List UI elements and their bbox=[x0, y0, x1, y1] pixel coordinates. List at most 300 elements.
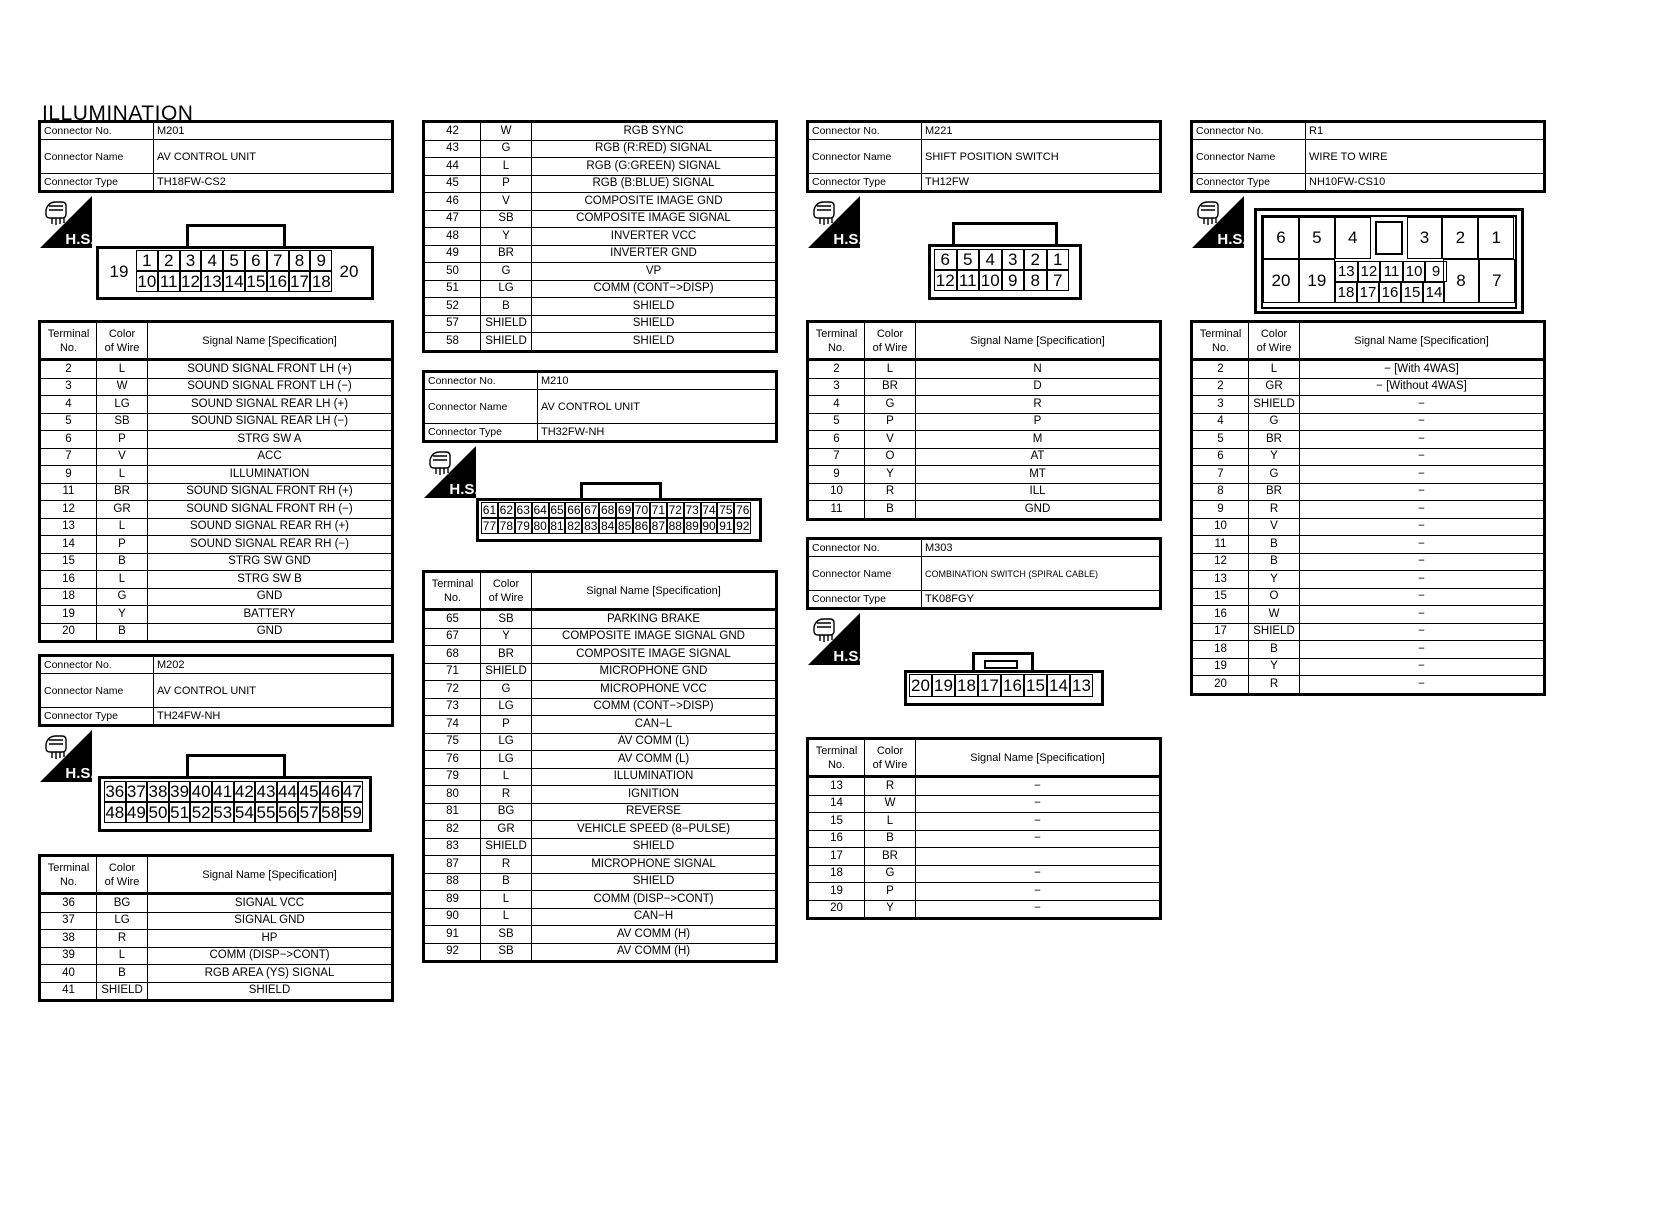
signal-name-cell: SOUND SIGNAL FRONT LH (−) bbox=[148, 378, 393, 396]
signal-name-cell: − bbox=[1300, 413, 1545, 431]
terminal-no-cell: 71 bbox=[424, 663, 481, 681]
terminal-no-cell: 13 bbox=[40, 518, 97, 536]
terminal-no-cell: 19 bbox=[40, 606, 97, 624]
wire-color-cell: W bbox=[865, 795, 916, 813]
table-row bbox=[424, 333, 777, 352]
table-row bbox=[424, 891, 777, 909]
signal-name-cell: SOUND SIGNAL REAR RH (+) bbox=[148, 518, 393, 536]
pin-row-bottom-left bbox=[1263, 259, 1335, 303]
connector-type-value: TH24FW-NH bbox=[154, 708, 393, 726]
terminal-no-cell: 48 bbox=[424, 228, 481, 246]
signal-name-cell: COMM (CONT−>DISP) bbox=[532, 698, 777, 716]
terminal-no-cell: 3 bbox=[808, 378, 865, 396]
pin-12: 12 bbox=[181, 271, 200, 291]
table-row bbox=[808, 501, 1161, 520]
wire-color-cell: P bbox=[97, 431, 148, 449]
pin-72: 72 bbox=[668, 503, 682, 517]
pin-80: 80 bbox=[533, 519, 547, 533]
signal-name-cell: − bbox=[916, 813, 1161, 831]
signal-name-cell: SHIELD bbox=[532, 873, 777, 891]
table-row bbox=[1192, 623, 1545, 641]
terminal-no-cell: 41 bbox=[40, 982, 97, 1001]
terminal-no-header: Terminal No. bbox=[808, 322, 865, 360]
signal-name-header: Signal Name [Specification] bbox=[148, 856, 393, 894]
pin-row-bottom bbox=[104, 802, 363, 823]
wire-color-cell: L bbox=[97, 360, 148, 379]
terminal-no-cell: 15 bbox=[40, 553, 97, 571]
wire-color-cell: LG bbox=[481, 698, 532, 716]
wire-color-cell: BG bbox=[97, 894, 148, 913]
terminal-no-cell: 82 bbox=[424, 821, 481, 839]
signal-name-cell: − bbox=[1300, 518, 1545, 536]
terminal-no-cell: 4 bbox=[1192, 413, 1249, 431]
signal-name-cell: − bbox=[1300, 571, 1545, 589]
signal-name-header: Signal Name [Specification] bbox=[916, 322, 1161, 360]
connector-info-m201 bbox=[38, 120, 394, 193]
table-row bbox=[808, 900, 1161, 919]
table-row bbox=[1192, 518, 1545, 536]
wire-color-cell: SHIELD bbox=[481, 315, 532, 333]
table-row bbox=[40, 518, 393, 536]
table-row bbox=[40, 965, 393, 983]
table-row bbox=[40, 431, 393, 449]
table-row bbox=[40, 894, 393, 913]
pin-16: 16 bbox=[1379, 282, 1401, 303]
terminal-no-cell: 47 bbox=[424, 210, 481, 228]
table-row bbox=[1192, 641, 1545, 659]
connector-no-label: Connector No. bbox=[808, 539, 922, 557]
signal-name-cell: CAN−H bbox=[532, 908, 777, 926]
table-row bbox=[424, 122, 777, 141]
wire-color-cell: Y bbox=[481, 228, 532, 246]
signal-name-cell: RGB (R:RED) SIGNAL bbox=[532, 140, 777, 158]
pin-1: 1 bbox=[1047, 249, 1070, 270]
wire-color-cell: SB bbox=[481, 210, 532, 228]
table-row bbox=[424, 786, 777, 804]
pin-13: 13 bbox=[202, 271, 222, 291]
pin-row-top bbox=[136, 250, 332, 271]
signal-table-m210 bbox=[422, 570, 778, 963]
pin-19: 19 bbox=[932, 674, 955, 697]
wire-color-cell: L bbox=[865, 360, 916, 379]
wire-color-cell: W bbox=[97, 378, 148, 396]
terminal-no-cell: 12 bbox=[1192, 553, 1249, 571]
table-row bbox=[808, 448, 1161, 466]
table-row bbox=[808, 431, 1161, 449]
pin-17: 17 bbox=[1357, 282, 1379, 303]
pin-15: 15 bbox=[1024, 674, 1047, 697]
signal-name-header: Signal Name [Specification] bbox=[916, 739, 1161, 777]
signal-name-cell: SHIELD bbox=[532, 298, 777, 316]
pin-46: 46 bbox=[321, 781, 341, 801]
hs-label: H.S. bbox=[65, 765, 92, 782]
table-row bbox=[40, 536, 393, 554]
signal-name-cell: SIGNAL GND bbox=[148, 912, 393, 930]
wire-color-cell: V bbox=[865, 431, 916, 449]
pin-85: 85 bbox=[617, 519, 632, 533]
pin-row-middle-bottom bbox=[1335, 282, 1445, 303]
wire-color-cell: L bbox=[97, 466, 148, 484]
terminal-no-cell: 9 bbox=[808, 466, 865, 484]
terminal-no-header: Terminal No. bbox=[424, 572, 481, 610]
wire-color-cell: SB bbox=[481, 610, 532, 629]
terminal-no-cell: 15 bbox=[1192, 588, 1249, 606]
connector-no-value: M201 bbox=[154, 122, 393, 140]
wire-color-cell: BR bbox=[481, 245, 532, 263]
color-of-wire-header: Color of Wire bbox=[97, 322, 148, 360]
terminal-no-cell: 58 bbox=[424, 333, 481, 352]
pin-17: 17 bbox=[290, 271, 309, 291]
pin-54: 54 bbox=[234, 802, 254, 822]
harness-side-icon bbox=[808, 196, 860, 248]
pin-36: 36 bbox=[105, 781, 125, 801]
signal-table-r1 bbox=[1190, 320, 1546, 696]
table-row bbox=[1192, 676, 1545, 695]
signal-name-cell: − bbox=[1300, 483, 1545, 501]
table-row bbox=[424, 751, 777, 769]
terminal-no-cell: 3 bbox=[40, 378, 97, 396]
signal-name-cell: STRG SW A bbox=[148, 431, 393, 449]
latch-window bbox=[984, 660, 1018, 669]
pin-68: 68 bbox=[601, 503, 615, 517]
wire-color-cell: B bbox=[481, 873, 532, 891]
terminal-no-cell: 2 bbox=[40, 360, 97, 379]
pin-13: 13 bbox=[1070, 674, 1093, 697]
table-row bbox=[1192, 483, 1545, 501]
pin-47: 47 bbox=[342, 781, 362, 801]
table-row bbox=[808, 378, 1161, 396]
terminal-no-cell: 89 bbox=[424, 891, 481, 909]
table-row bbox=[40, 501, 393, 519]
terminal-no-cell: 11 bbox=[1192, 536, 1249, 554]
pin-42: 42 bbox=[234, 781, 254, 801]
table-row bbox=[808, 483, 1161, 501]
signal-name-cell: − bbox=[916, 777, 1161, 796]
signal-name-cell: − bbox=[1300, 536, 1545, 554]
wire-color-cell: P bbox=[865, 413, 916, 431]
terminal-no-cell: 18 bbox=[1192, 641, 1249, 659]
terminal-no-cell: 7 bbox=[40, 448, 97, 466]
color-of-wire-header: Color of Wire bbox=[481, 572, 532, 610]
pin-8: 8 bbox=[1024, 270, 1047, 291]
terminal-no-cell: 67 bbox=[424, 628, 481, 646]
pin-4: 4 bbox=[1335, 217, 1371, 259]
terminal-no-cell: 88 bbox=[424, 873, 481, 891]
connector-type-label: Connector Type bbox=[808, 591, 922, 609]
pin-19: 19 bbox=[109, 262, 129, 281]
wire-color-cell: BR bbox=[97, 483, 148, 501]
table-row bbox=[424, 175, 777, 193]
signal-name-cell: SOUND SIGNAL FRONT LH (+) bbox=[148, 360, 393, 379]
wire-color-cell: G bbox=[865, 865, 916, 883]
pin-row-top bbox=[104, 781, 363, 802]
pin-49: 49 bbox=[126, 802, 146, 822]
pin-39: 39 bbox=[170, 781, 190, 801]
signal-name-cell: MICROPHONE SIGNAL bbox=[532, 856, 777, 874]
pin-5: 5 bbox=[1299, 217, 1335, 259]
signal-name-cell: STRG SW GND bbox=[148, 553, 393, 571]
signal-name-header: Signal Name [Specification] bbox=[148, 322, 393, 360]
connector-no-label: Connector No. bbox=[40, 656, 154, 674]
wire-color-cell: G bbox=[97, 588, 148, 606]
terminal-no-cell: 75 bbox=[424, 733, 481, 751]
signal-name-cell: RGB AREA (YS) SIGNAL bbox=[148, 965, 393, 983]
table-row bbox=[1192, 466, 1545, 484]
pin-66: 66 bbox=[567, 503, 581, 517]
pin-45: 45 bbox=[299, 781, 319, 801]
table-row bbox=[424, 681, 777, 699]
table-row bbox=[40, 483, 393, 501]
terminal-no-cell: 68 bbox=[424, 646, 481, 664]
signal-name-cell: − bbox=[1300, 588, 1545, 606]
pin-18: 18 bbox=[311, 271, 331, 291]
pin-row-bottom bbox=[136, 271, 332, 292]
table-row bbox=[424, 245, 777, 263]
wire-color-cell: P bbox=[865, 883, 916, 901]
wire-color-cell: BR bbox=[865, 378, 916, 396]
terminal-no-cell: 37 bbox=[40, 912, 97, 930]
terminal-no-cell: 81 bbox=[424, 803, 481, 821]
pin-73: 73 bbox=[685, 503, 699, 517]
table-row bbox=[424, 768, 777, 786]
pin-16: 16 bbox=[268, 271, 288, 291]
terminal-no-cell: 12 bbox=[40, 501, 97, 519]
terminal-no-cell: 14 bbox=[40, 536, 97, 554]
terminal-no-cell: 76 bbox=[424, 751, 481, 769]
pin-12: 12 bbox=[1358, 261, 1381, 282]
pin-5: 5 bbox=[223, 250, 245, 271]
signal-name-cell: D bbox=[916, 378, 1161, 396]
table-row bbox=[424, 610, 777, 629]
table-row bbox=[808, 396, 1161, 414]
table-row bbox=[1192, 396, 1545, 414]
table-row bbox=[1192, 501, 1545, 519]
color-of-wire-header: Color of Wire bbox=[865, 739, 916, 777]
signal-name-cell: − bbox=[916, 900, 1161, 919]
wire-color-cell: BR bbox=[865, 848, 916, 866]
signal-name-cell: STRG SW B bbox=[148, 571, 393, 589]
signal-name-cell: AV COMM (L) bbox=[532, 751, 777, 769]
signal-name-cell: SIGNAL VCC bbox=[148, 894, 393, 913]
pin-5: 5 bbox=[957, 249, 980, 270]
pin-44: 44 bbox=[278, 781, 297, 801]
signal-name-cell: CAN−L bbox=[532, 716, 777, 734]
connector-name-value: AV CONTROL UNIT bbox=[154, 674, 393, 708]
table-row bbox=[808, 865, 1161, 883]
terminal-no-cell: 5 bbox=[808, 413, 865, 431]
signal-name-cell: GND bbox=[916, 501, 1161, 520]
terminal-no-cell: 19 bbox=[808, 883, 865, 901]
signal-name-cell: − bbox=[1300, 448, 1545, 466]
wire-color-cell: P bbox=[481, 175, 532, 193]
connector-name-value: AV CONTROL UNIT bbox=[538, 390, 777, 424]
pin-88: 88 bbox=[668, 519, 682, 533]
table-row bbox=[424, 315, 777, 333]
pin-1: 1 bbox=[136, 250, 158, 271]
signal-name-header: Signal Name [Specification] bbox=[1300, 322, 1545, 360]
pin-67: 67 bbox=[584, 503, 598, 517]
signal-name-cell: HP bbox=[148, 930, 393, 948]
pin-78: 78 bbox=[499, 519, 514, 533]
connector-name-label: Connector Name bbox=[808, 140, 922, 174]
signal-name-cell: − bbox=[1300, 641, 1545, 659]
table-row bbox=[40, 623, 393, 642]
terminal-no-cell: 73 bbox=[424, 698, 481, 716]
table-row bbox=[40, 571, 393, 589]
signal-name-cell: COMM (CONT−>DISP) bbox=[532, 280, 777, 298]
terminal-no-cell: 7 bbox=[1192, 466, 1249, 484]
wire-color-cell: L bbox=[481, 768, 532, 786]
wire-color-cell: BR bbox=[1249, 431, 1300, 449]
pin-65: 65 bbox=[550, 503, 564, 517]
connector-type-label: Connector Type bbox=[1192, 174, 1306, 192]
pin-2: 2 bbox=[1442, 217, 1478, 259]
pin-row-bottom bbox=[481, 518, 751, 534]
pin-14: 14 bbox=[1047, 674, 1070, 697]
wire-color-cell: SHIELD bbox=[481, 333, 532, 352]
terminal-no-cell: 4 bbox=[40, 396, 97, 414]
signal-table-m303 bbox=[806, 737, 1162, 920]
wire-color-cell: B bbox=[865, 830, 916, 848]
connector-no-label: Connector No. bbox=[1192, 122, 1306, 140]
terminal-no-cell: 9 bbox=[40, 466, 97, 484]
wire-color-cell: L bbox=[97, 571, 148, 589]
signal-name-cell: COMM (DISP−>CONT) bbox=[148, 947, 393, 965]
pin-87: 87 bbox=[651, 519, 666, 533]
wire-color-cell: W bbox=[481, 122, 532, 141]
signal-name-cell: BATTERY bbox=[148, 606, 393, 624]
wire-color-cell: LG bbox=[97, 912, 148, 930]
signal-name-cell: MICROPHONE VCC bbox=[532, 681, 777, 699]
pin-7: 7 bbox=[1047, 270, 1070, 291]
pin-4: 4 bbox=[201, 250, 223, 271]
terminal-no-cell: 39 bbox=[40, 947, 97, 965]
table-row bbox=[40, 378, 393, 396]
pin-10: 10 bbox=[1403, 261, 1426, 282]
terminal-no-cell: 83 bbox=[424, 838, 481, 856]
terminal-no-cell: 20 bbox=[1192, 676, 1249, 695]
table-row bbox=[808, 360, 1161, 379]
signal-name-cell: SHIELD bbox=[532, 333, 777, 352]
wire-color-cell: B bbox=[97, 965, 148, 983]
terminal-no-cell: 57 bbox=[424, 315, 481, 333]
wire-color-cell: B bbox=[1249, 641, 1300, 659]
connector-type-value: TH12FW bbox=[922, 174, 1161, 192]
terminal-no-cell: 65 bbox=[424, 610, 481, 629]
signal-name-cell: − bbox=[916, 883, 1161, 901]
pin-row-top bbox=[481, 502, 751, 518]
terminal-no-cell: 36 bbox=[40, 894, 97, 913]
table-row bbox=[424, 263, 777, 281]
pin-20: 20 bbox=[339, 262, 359, 281]
pin-10: 10 bbox=[137, 271, 157, 291]
wire-color-cell: LG bbox=[481, 751, 532, 769]
pin-51: 51 bbox=[170, 802, 190, 822]
table-row bbox=[40, 588, 393, 606]
terminal-no-cell: 16 bbox=[40, 571, 97, 589]
wire-color-cell: SHIELD bbox=[481, 663, 532, 681]
table-row bbox=[808, 777, 1161, 796]
pin-57: 57 bbox=[299, 802, 319, 822]
connector-name-label: Connector Name bbox=[808, 557, 922, 591]
wire-color-cell: G bbox=[481, 681, 532, 699]
terminal-no-cell: 5 bbox=[1192, 431, 1249, 449]
terminal-no-cell: 90 bbox=[424, 908, 481, 926]
pin-74: 74 bbox=[702, 503, 716, 517]
wire-color-cell: SHIELD bbox=[1249, 396, 1300, 414]
table-row bbox=[1192, 658, 1545, 676]
signal-name-cell: − [With 4WAS] bbox=[1300, 360, 1545, 379]
wire-color-cell: Y bbox=[97, 606, 148, 624]
terminal-no-cell: 51 bbox=[424, 280, 481, 298]
pin-48: 48 bbox=[105, 802, 125, 822]
terminal-no-cell: 91 bbox=[424, 926, 481, 944]
signal-name-cell: N bbox=[916, 360, 1161, 379]
signal-name-cell: SOUND SIGNAL FRONT RH (−) bbox=[148, 501, 393, 519]
pin-16: 16 bbox=[1001, 674, 1024, 697]
pin-row-top bbox=[1263, 217, 1514, 259]
pin-17: 17 bbox=[978, 674, 1001, 697]
terminal-no-cell: 7 bbox=[808, 448, 865, 466]
pin-row-bottom-right bbox=[1443, 259, 1515, 303]
connector-type-value: NH10FW-CS10 bbox=[1306, 174, 1545, 192]
connector-name-label: Connector Name bbox=[40, 674, 154, 708]
wire-color-cell: V bbox=[1249, 518, 1300, 536]
signal-name-cell: INVERTER VCC bbox=[532, 228, 777, 246]
wire-color-cell: O bbox=[1249, 588, 1300, 606]
connector-type-label: Connector Type bbox=[808, 174, 922, 192]
pin-69: 69 bbox=[617, 503, 632, 517]
pin-3: 3 bbox=[180, 250, 202, 271]
table-row bbox=[808, 848, 1161, 866]
wire-color-cell: R bbox=[1249, 501, 1300, 519]
signal-name-cell: − bbox=[916, 795, 1161, 813]
pin-2: 2 bbox=[158, 250, 180, 271]
terminal-no-cell: 17 bbox=[808, 848, 865, 866]
table-row bbox=[424, 698, 777, 716]
terminal-no-cell: 9 bbox=[1192, 501, 1249, 519]
wire-color-cell: P bbox=[481, 716, 532, 734]
wire-color-cell: V bbox=[97, 448, 148, 466]
signal-name-cell: ILLUMINATION bbox=[532, 768, 777, 786]
terminal-no-cell: 74 bbox=[424, 716, 481, 734]
pin-8: 8 bbox=[289, 250, 311, 271]
terminal-no-cell: 49 bbox=[424, 245, 481, 263]
terminal-no-cell: 16 bbox=[1192, 606, 1249, 624]
signal-name-cell: SHIELD bbox=[532, 315, 777, 333]
wire-color-cell: SB bbox=[97, 413, 148, 431]
connector-no-value: M221 bbox=[922, 122, 1161, 140]
pin-4: 4 bbox=[979, 249, 1002, 270]
terminal-no-cell: 6 bbox=[1192, 448, 1249, 466]
signal-name-cell: − bbox=[1300, 396, 1545, 414]
table-row bbox=[1192, 378, 1545, 396]
pin-50: 50 bbox=[148, 802, 168, 822]
terminal-no-cell: 14 bbox=[808, 795, 865, 813]
terminal-no-cell: 38 bbox=[40, 930, 97, 948]
signal-name-cell: COMPOSITE IMAGE SIGNAL GND bbox=[532, 628, 777, 646]
table-row bbox=[424, 838, 777, 856]
wire-color-cell: R bbox=[1249, 676, 1300, 695]
pin-91: 91 bbox=[719, 519, 733, 533]
signal-table-m202-continued bbox=[422, 120, 778, 353]
wire-color-cell: GR bbox=[1249, 378, 1300, 396]
wire-color-cell: B bbox=[97, 623, 148, 642]
connector-name-value: SHIFT POSITION SWITCH bbox=[922, 140, 1161, 174]
pin-55: 55 bbox=[256, 802, 276, 822]
table-row bbox=[40, 448, 393, 466]
table-row bbox=[808, 795, 1161, 813]
